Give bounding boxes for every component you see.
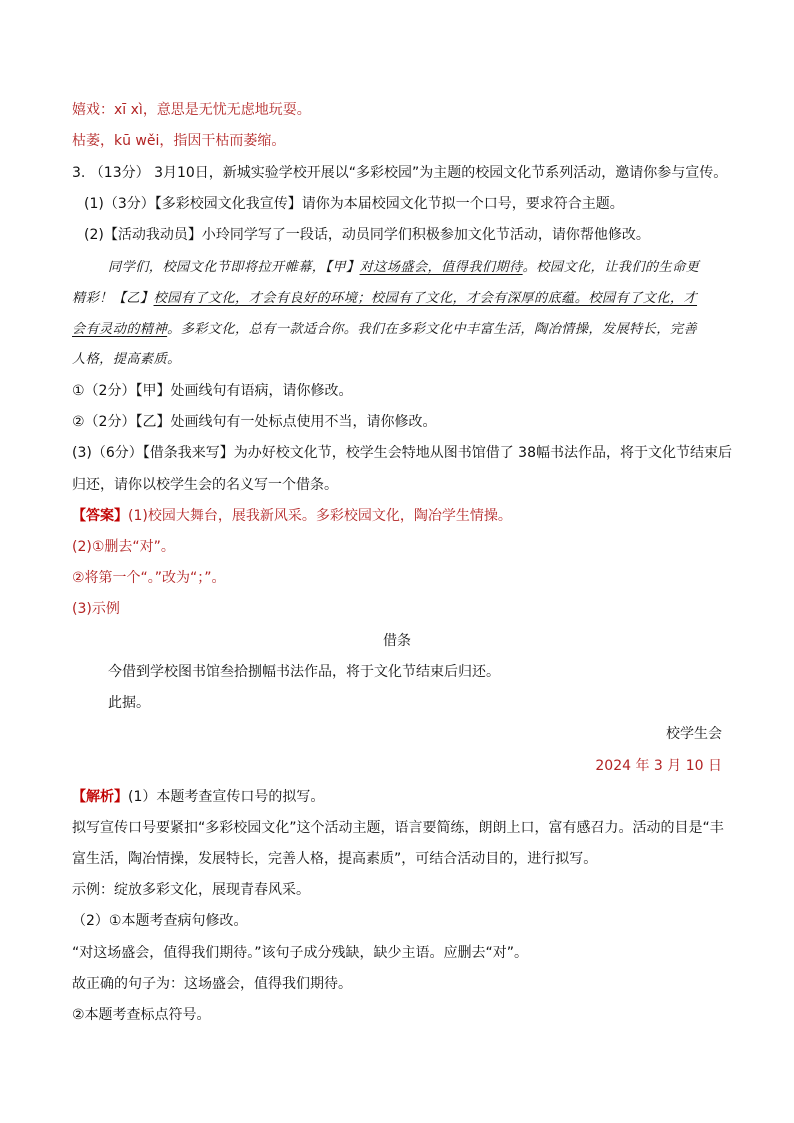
passage-line-2: 精彩！【乙】校园有了文化，才会有良好的环境；校园有了文化，才会有深厚的底蕴。校园有了文化，才 — [72, 291, 698, 306]
analysis-line-7: 故正确的句子为：这场盛会，值得我们期待。 — [72, 976, 352, 992]
analysis-tag: 【解析】 — [72, 789, 128, 805]
underlined-sentence-yi-cont: 会有灵动的精神 — [72, 322, 168, 337]
glossary-term: 枯萎， — [72, 133, 114, 149]
glossary-term: 嬉戏： — [72, 102, 114, 118]
analysis-line-2: 拟写宣传口号要紧扣“多彩校园文化”这个活动主题，语言要简练，朗朗上口，富有感召力。活动的目是“丰 — [72, 820, 724, 836]
sub-question-2: ②（2分）【乙】处画线句有一处标点使用不当，请你修改。 — [72, 414, 437, 430]
sub-question-1: ①（2分）【甲】处画线句有语病，请你修改。 — [72, 383, 353, 399]
analysis-line-3: 富生活，陶冶情操，发展特长，完善人格，提高素质”，可结合活动目的，进行拟写。 — [72, 851, 598, 867]
glossary-definition: ，意思是无忧无虑地玩耍。 — [142, 102, 311, 118]
question-part-1: (1)（3分）【多彩校园文化我宣传】请你为本届校园文化节拟一个口号，要求符合主题。 — [84, 196, 624, 212]
passage-line-4: 人格，提高素质。 — [72, 352, 181, 367]
note-signer: 校学生会 — [666, 726, 722, 742]
answer-line-4: (3)示例 — [72, 601, 120, 617]
answer-line-1: 【答案】(1)校园大舞台，展我新风采。多彩校园文化，陶冶学生情操。 — [72, 508, 512, 524]
glossary-item-kuwei — [72, 131, 285, 151]
underlined-sentence-jia: 对这场盛会，值得我们期待 — [359, 260, 523, 275]
answer-line-3: ②将第一个“。”改为“；”。 — [72, 570, 226, 586]
note-close: 此据。 — [108, 695, 150, 711]
question-part-2: (2)【活动我动员】小玲同学写了一段话，动员同学们积极参加文化节活动，请你帮他修改。 — [84, 227, 650, 243]
glossary-pinyin: xī xì — [114, 102, 143, 118]
underlined-sentence-yi: 校园有了文化，才会有良好的环境；校园有了文化，才会有深厚的底蕴。校园有了文化，才 — [153, 291, 698, 306]
question-part-3-cont: 归还，请你以校学生会的名义写一个借条。 — [72, 477, 338, 493]
glossary-definition: ，指因干枯而萎缩。 — [159, 133, 286, 149]
answer-tag: 【答案】 — [72, 508, 128, 524]
answer-line-2: (2)①删去“对”。 — [72, 539, 175, 555]
analysis-line-5: （2）①本题考查病句修改。 — [72, 913, 248, 929]
passage-line-3: 会有灵动的精神。多彩文化，总有一款适合你。我们在多彩文化中丰富生活，陶冶情操，发展特长，完善 — [72, 322, 698, 337]
analysis-line-8: ②本题考查标点符号。 — [72, 1007, 211, 1023]
note-body: 今借到学校图书馆叁拾捌幅书法作品，将于文化节结束后归还。 — [108, 664, 500, 680]
question-part-3: (3)（6分）【借条我来写】为办好校文化节，校学生会特地从图书馆借了 38幅书法作品，将于文化节结束后 — [72, 445, 733, 461]
question-header: 3. （13分） 3月10日，新城实验学校开展以“多彩校园”为主题的校园文化节系列活动，邀请你参与宣传。 — [72, 165, 728, 181]
glossary-item-xixi — [72, 100, 311, 120]
note-date: 2024 年 3 月 10 日 — [595, 758, 722, 774]
analysis-line-4: 示例：绽放多彩文化，展现青春风采。 — [72, 882, 310, 898]
note-title: 借条 — [383, 633, 411, 649]
analysis-line-1: 【解析】(1）本题考查宣传口号的拟写。 — [72, 789, 325, 805]
passage-line-1: 同学们，校园文化节即将拉开帷幕，【甲】对这场盛会，值得我们期待。校园文化，让我们的生命更 — [108, 260, 700, 275]
analysis-line-6: “对这场盛会，值得我们期待。”该句子成分残缺，缺少主语。应删去“对”。 — [72, 945, 529, 961]
glossary-pinyin: kū wěi — [114, 133, 160, 149]
